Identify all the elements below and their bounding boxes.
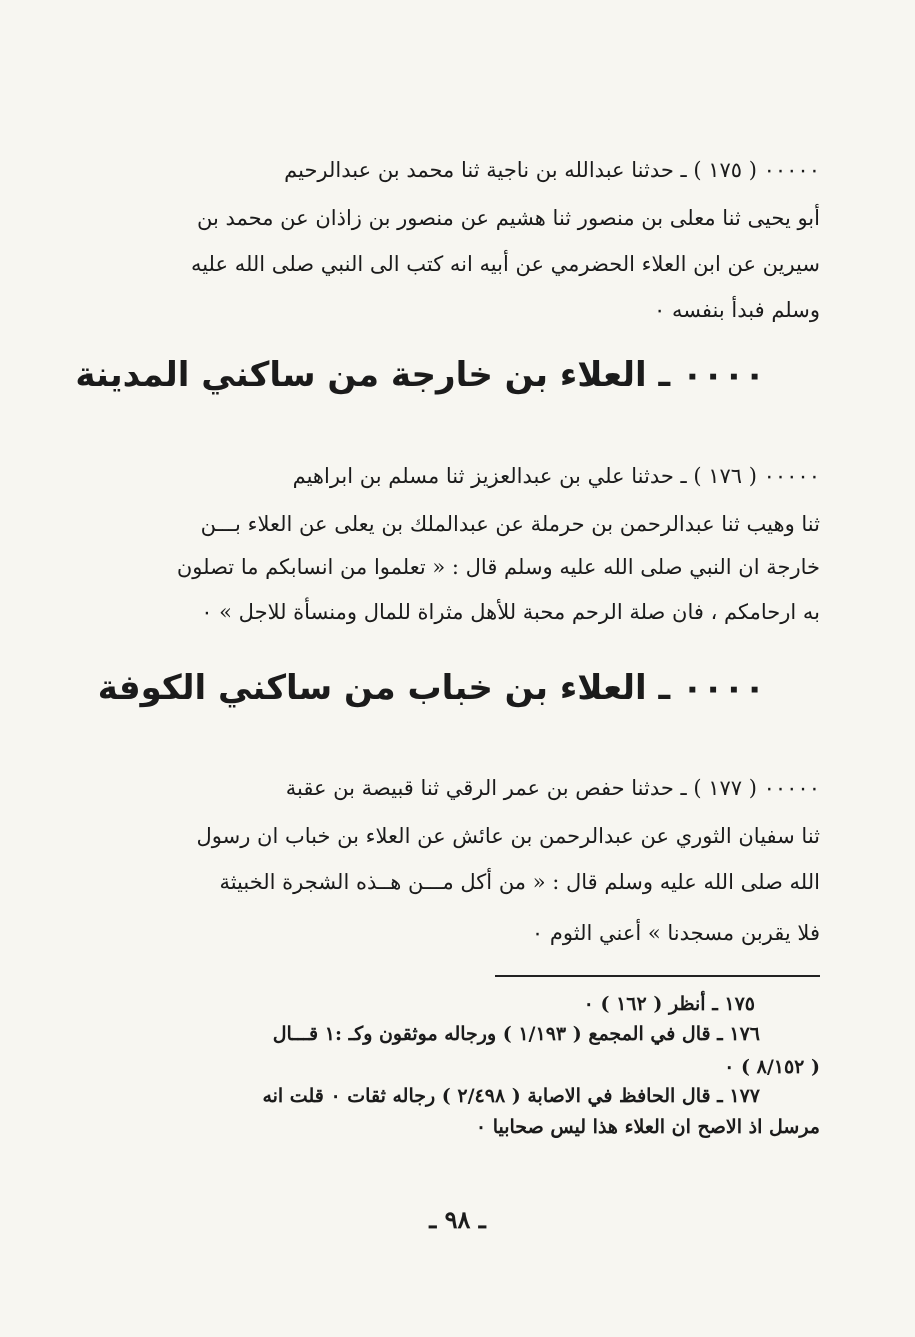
footnote-line: مرسل اذ الاصح ان العلاء هذا ليس صحابيا ٠ bbox=[475, 1116, 820, 1138]
text-line: ٠٠٠٠٠ ( ١٧٥ ) ـ حدثنا عبدالله بن ناجية ثنا محمد بن عبدالرحيم bbox=[284, 158, 820, 182]
text-line: ثنا وهيب ثنا عبدالرحمن بن حرملة عن عبدالملك بن يعلى عن العلاء بـــن bbox=[200, 512, 820, 536]
footnote-line: ١٧٦ ـ قال في المجمع ( ١/١٩٣ ) ورجاله موثقون وكـ :١ قـــال bbox=[272, 1023, 760, 1045]
text-line: أبو يحيى ثنا معلى بن منصور ثنا هشيم عن منصور بن زاذان عن محمد بن bbox=[197, 206, 820, 230]
footnote-line: ١٧٥ ـ أنظر ( ١٦٢ ) ٠ bbox=[583, 993, 755, 1015]
text-line: خارجة ان النبي صلى الله عليه وسلم قال : « تعلموا من انسابكم ما تصلون bbox=[176, 555, 820, 579]
footnote-line: ( ٨/١٥٢ ) ٠ bbox=[724, 1056, 820, 1078]
page-number: ـ ٩٨ ـ bbox=[429, 1205, 486, 1234]
section-heading: ٠٠٠٠ ـ العلاء بن خباب من ساكني الكوفة bbox=[97, 668, 765, 708]
section-heading: ٠٠٠٠ ـ العلاء بن خارجة من ساكني المدينة bbox=[75, 355, 765, 395]
text-line: وسلم فبدأ بنفسه ٠ bbox=[653, 298, 820, 322]
text-line: ٠٠٠٠٠ ( ١٧٦ ) ـ حدثنا علي بن عبدالعزيز ثنا مسلم بن ابراهيم bbox=[292, 464, 820, 488]
text-line: فلا يقربن مسجدنا » أعني الثوم ٠ bbox=[531, 921, 820, 945]
text-line: ٠٠٠٠٠ ( ١٧٧ ) ـ حدثنا حفص بن عمر الرقي ثنا قبيصة بن عقبة bbox=[285, 776, 820, 800]
text-line: به ارحامكم ، فان صلة الرحم محبة للأهل مثراة للمال ومنسأة للاجل » ٠ bbox=[201, 600, 820, 624]
footnote-line: ١٧٧ ـ قال الحافظ في الاصابة ( ٢/٤٩٨ ) رجاله ثقات ٠ قلت انه bbox=[262, 1085, 760, 1107]
footnote-divider bbox=[495, 975, 820, 977]
text-line: الله صلى الله عليه وسلم قال : « من أكل مـــن هــذه الشجرة الخبيثة bbox=[219, 870, 820, 894]
text-line: سيرين عن ابن العلاء الحضرمي عن أبيه انه كتب الى النبي صلى الله عليه bbox=[190, 252, 820, 276]
text-line: ثنا سفيان الثوري عن عبدالرحمن بن عائش عن العلاء بن خباب ان رسول bbox=[196, 824, 820, 848]
